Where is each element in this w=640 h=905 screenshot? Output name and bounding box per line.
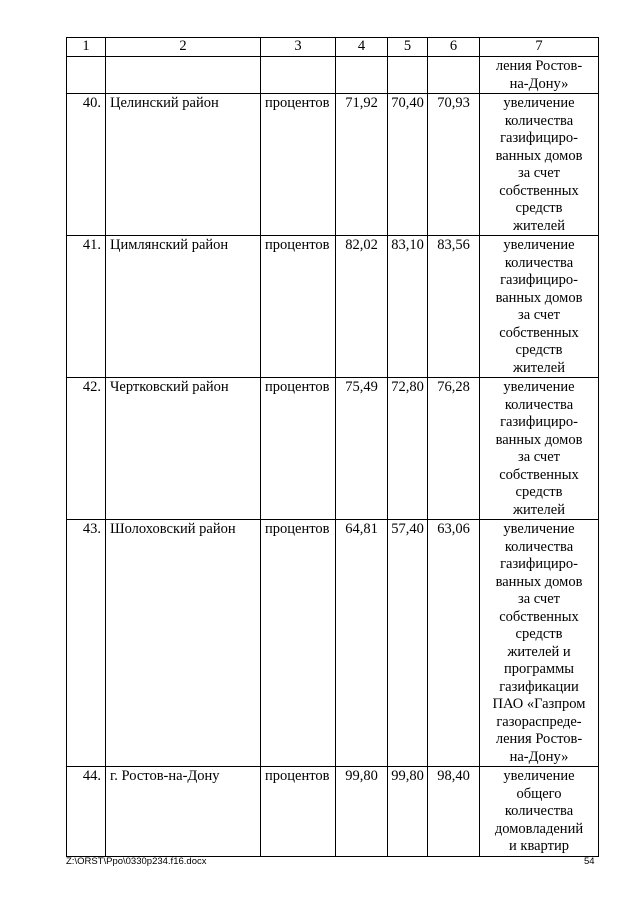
value-col-6: 70,93 xyxy=(428,94,480,236)
row-number: 42. xyxy=(67,378,106,520)
column-header-6: 6 xyxy=(428,38,480,57)
continuation-cell-2 xyxy=(106,57,261,94)
continuation-cell-5 xyxy=(388,57,428,94)
value-col-4: 75,49 xyxy=(336,378,388,520)
note-text: увеличение общего количества домовладений и квартир xyxy=(480,767,599,857)
value-col-4: 71,92 xyxy=(336,94,388,236)
table-row xyxy=(67,94,599,236)
continuation-cell-1 xyxy=(67,57,106,94)
table-row xyxy=(67,236,599,378)
value-col-6: 76,28 xyxy=(428,378,480,520)
data-table-container xyxy=(66,37,598,857)
district-name: Шолоховский район xyxy=(106,520,261,767)
indicators-table xyxy=(66,37,599,857)
column-header-1: 1 xyxy=(67,38,106,57)
value-col-5: 70,40 xyxy=(388,94,428,236)
column-header-7: 7 xyxy=(480,38,599,57)
note-text: увеличение количества газифициро- ванных домов за счет собственных средств жителей и программы газификации ПАО «Газпром газораспреде- ления Ростов- на-Дону» xyxy=(480,520,599,767)
continuation-row xyxy=(67,57,599,94)
district-name: г. Ростов-на-Дону xyxy=(106,767,261,857)
footer-file-path: Z:\ORST\Ppo\0330p234.f16.docx xyxy=(66,856,207,867)
continuation-cell-4 xyxy=(336,57,388,94)
continuation-cell-6 xyxy=(428,57,480,94)
row-number: 40. xyxy=(67,94,106,236)
continuation-cell-3 xyxy=(261,57,336,94)
note-text: увеличение количества газифициро- ванных домов за счет собственных средств жителей xyxy=(480,94,599,236)
table-row xyxy=(67,520,599,767)
value-col-5: 83,10 xyxy=(388,236,428,378)
unit-of-measure: процентов xyxy=(261,94,336,236)
district-name: Чертковский район xyxy=(106,378,261,520)
note-text: увеличение количества газифициро- ванных домов за счет собственных средств жителей xyxy=(480,378,599,520)
value-col-5: 72,80 xyxy=(388,378,428,520)
table-body xyxy=(67,57,599,857)
value-col-4: 64,81 xyxy=(336,520,388,767)
unit-of-measure: процентов xyxy=(261,378,336,520)
row-number: 44. xyxy=(67,767,106,857)
value-col-5: 99,80 xyxy=(388,767,428,857)
row-number: 43. xyxy=(67,520,106,767)
value-col-4: 99,80 xyxy=(336,767,388,857)
value-col-6: 63,06 xyxy=(428,520,480,767)
value-col-6: 83,56 xyxy=(428,236,480,378)
column-header-5: 5 xyxy=(388,38,428,57)
value-col-4: 82,02 xyxy=(336,236,388,378)
value-col-5: 57,40 xyxy=(388,520,428,767)
table-row xyxy=(67,767,599,857)
header-row xyxy=(67,38,599,57)
note-text: увеличение количества газифициро- ванных домов за счет собственных средств жителей xyxy=(480,236,599,378)
district-name: Целинский район xyxy=(106,94,261,236)
column-header-4: 4 xyxy=(336,38,388,57)
unit-of-measure: процентов xyxy=(261,236,336,378)
unit-of-measure: процентов xyxy=(261,520,336,767)
continuation-note: ления Ростов- на-Дону» xyxy=(480,57,599,94)
page-number: 54 xyxy=(584,856,595,867)
row-number: 41. xyxy=(67,236,106,378)
column-header-2: 2 xyxy=(106,38,261,57)
unit-of-measure: процентов xyxy=(261,767,336,857)
district-name: Цимлянский район xyxy=(106,236,261,378)
table-row xyxy=(67,378,599,520)
value-col-6: 98,40 xyxy=(428,767,480,857)
column-header-3: 3 xyxy=(261,38,336,57)
